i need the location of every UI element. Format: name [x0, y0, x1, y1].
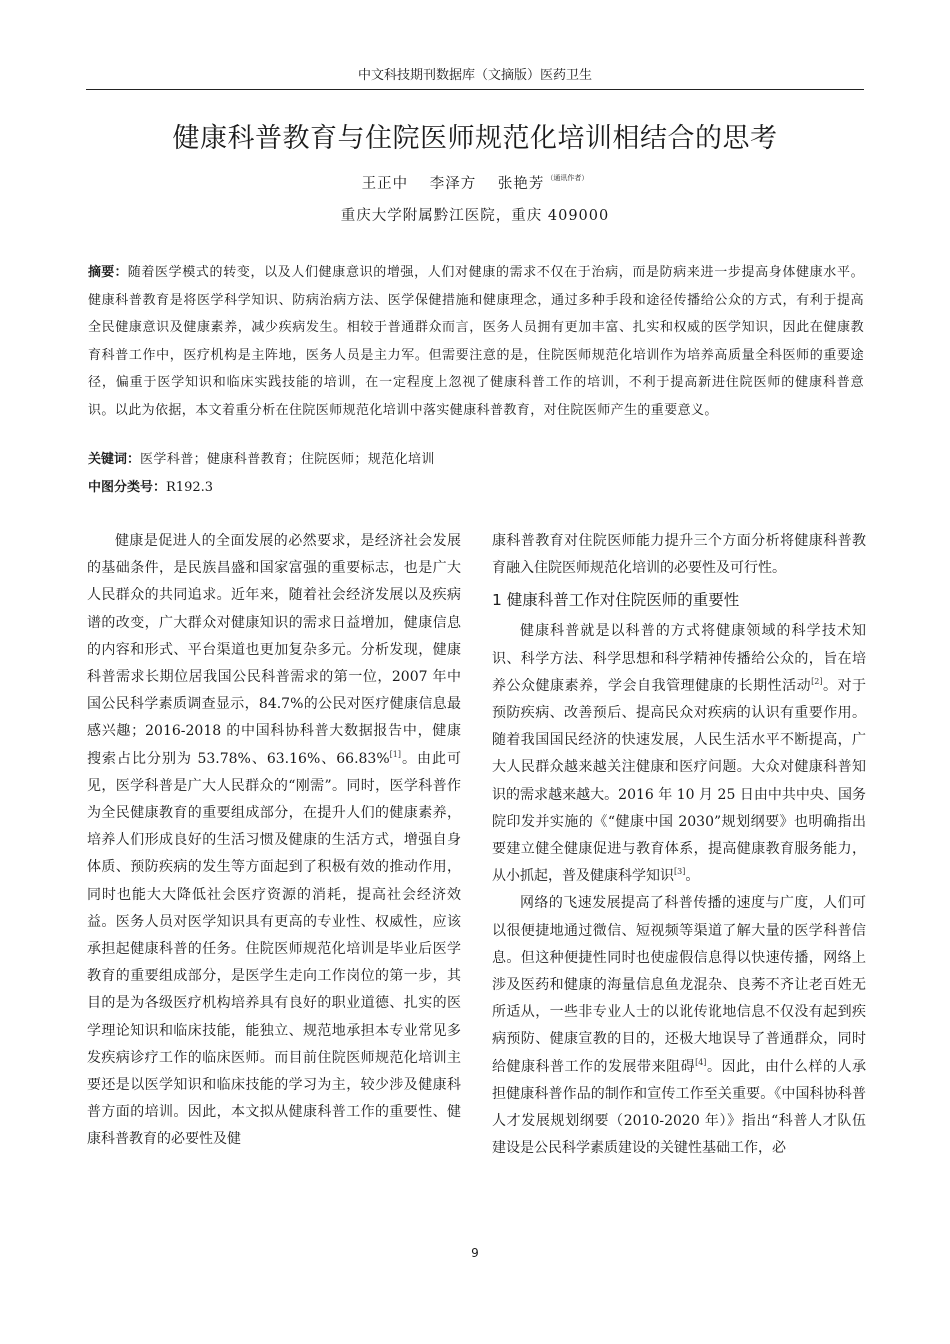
right-p2-text-b: 。因此，由什么样的人承担健康科普作品的制作和宣传工作至关重要。《中国科协科普人才发展规划纲要（2010-2020 年）》指出“科普人才队伍建设是公民科学素质建设的关键性基础工作，必 [492, 1058, 867, 1157]
author-line [0, 172, 950, 193]
right-p1-text-b: 。对于预防疾病、改善预后、提高民众对疾病的认识有重要作用。随着我国国民经济的快速发展，人民生活水平不断提高，广大人民群众越来越关注健康和医疗问题。大众对健康科普知识的需求越来越大。2016 年 10 月 25 日由中共中央、国务院印发并实施的《“健康中国 2030”规划纲要》也明确指出要建立健全健康促进与教育体系，提高健康教育服务能力，从小抓起，普及健康科学知识 [492, 677, 867, 885]
right-paragraph-0: 康科普教育对住院医师能力提升三个方面分析将健康科普教育融入住院医师规范化培训的必要性及可行性。 [492, 533, 866, 577]
left-p1-text-b: 。由此可见，医学科普是广大人民群众的“刚需”。同时，医学科普作为全民健康教育的重要组成部分，在提升人们的健康素养，培养人们形成良好的生活习惯及健康的生活方式，增强自身体质、预防疾病的发生等方面起到了积极有效的推动作用，同时也能大大降低社会医疗资源的消耗，提高社会经济效益。医务人员对医学知识具有更高的专业性、权威性，应该承担起健康科普的任务。住院医师规范化培训是毕业后医学教育的重要组成部分，是医学生走向工作岗位的第一步，其目的是为各级医疗机构培养具有良好的职业道德、扎实的医学理论知识和临床技能，能独立、规范地承担本专业常见多发疾病诊疗工作的临床医师。而目前住院医师规范化培训主要还是以医学知识和临床技能的学习为主，较少涉及健康科普方面的培训。因此，本文拟从健康科普工作的重要性、健康科普教育的必要性及健 [87, 750, 461, 1148]
author-2: 李泽方 [429, 176, 477, 192]
clc-text: R192.3 [166, 480, 214, 495]
right-p2-text-a: 网络的飞速发展提高了科普传播的速度与广度，人们可以很便捷地通过微信、短视频等渠道了解大量的医学科普信息。但这种便捷性同时也使虚假信息得以快速传播，网络上涉及医药和健康的海量信息鱼龙混杂、良莠不齐让老百姓无所适从，一些非专业人士的以讹传讹地信息不仅没有起到疾病预防、健康宣教的目的，还极大地误导了普通群众，同时给健康科普工作的发展带来阻碍 [492, 895, 866, 1075]
body-right-column [492, 528, 866, 1162]
article-title: 健康科普教育与住院医师规范化培训相结合的思考 [172, 123, 778, 154]
right-paragraph-1 [492, 618, 866, 890]
classification-number [88, 476, 213, 495]
citation-3[interactable]: [3] [674, 867, 686, 877]
citation-1[interactable]: [1] [389, 749, 401, 759]
right-p1-text-c: 。 [685, 868, 700, 885]
keywords [88, 448, 435, 467]
keywords-label: 关键词： [88, 452, 141, 467]
abstract-text: 随着医学模式的转变，以及人们健康意识的增强，人们对健康的需求不仅在于治病，而是防病来进一步提高身体健康水平。健康科普教育是将医学科学知识、防病治病方法、医学保健措施和健康理念，通过多种手段和途径传播给公众的方式，有利于提高全民健康意识及健康素养，减少疾病发生。相较于普通群众而言，医务人员拥有更加丰富、扎实和权威的医学知识，因此在健康教育科普工作中，医疗机构是主阵地，医务人员是主力军。但需要注意的是，住院医师规范化培训作为培养高质量全科医师的重要途径，偏重于医学知识和临床实践技能的培训，在一定程度上忽视了健康科普工作的培训，不利于提高新进住院医师的健康科普意识。以此为依据，本文着重分析在住院医师规范化培训中落实健康科普教育，对住院医师产生的重要意义。 [88, 265, 864, 418]
right-paragraph-2 [492, 890, 866, 1162]
author-3 [498, 176, 589, 192]
right-p1-text-a: 健康科普就是以科普的方式将健康领域的科学技术知识、科学方法、科学思想和科学精神传播给公众的，旨在培养公众健康素养，学会自我管理健康的长期性活动 [492, 623, 866, 694]
keywords-text: 医学科普；健康科普教育；住院医师；规范化培训 [140, 452, 435, 467]
author-1: 王正中 [361, 176, 409, 192]
abstract-label: 摘要： [88, 265, 128, 280]
author-3-name: 张艳芳 [497, 176, 545, 192]
affiliation: 重庆大学附属黔江医院，重庆 409000 [340, 208, 610, 224]
page-number: 9 [471, 1246, 479, 1260]
citation-2[interactable]: [2] [811, 676, 823, 686]
abstract [88, 259, 864, 424]
left-p1-text-a: 健康是促进人的全面发展的必然要求，是经济社会发展的基础条件，是民族昌盛和国家富强的重要标志，也是广大人民群众的共同追求。近年来，随着社会经济发展以及疾病谱的改变，广大群众对健康知识的需求日益增加，健康信息的内容和形式、平台渠道也更加复杂多元。分析发现，健康科普需求长期位居我国公民科普需求的第一位，2007 年中国公民科学素质调查显示，84.7%的公民对医疗健康信息最感兴趣；2016-2018 的中国科协科普大数据报告中，健康搜索占比分别为 53.78%、63.16%、66.83% [87, 533, 461, 767]
corresponding-author-note: （通讯作者） [546, 174, 589, 182]
body-left-column [87, 528, 461, 1154]
citation-4[interactable]: [4] [695, 1057, 707, 1067]
section-heading-1: 1 健康科普工作对住院医师的重要性 [492, 591, 740, 610]
left-paragraph-1 [87, 528, 461, 1154]
journal-header: 中文科技期刊数据库（文摘版）医药卫生 [86, 64, 864, 90]
clc-label: 中图分类号： [88, 480, 167, 495]
